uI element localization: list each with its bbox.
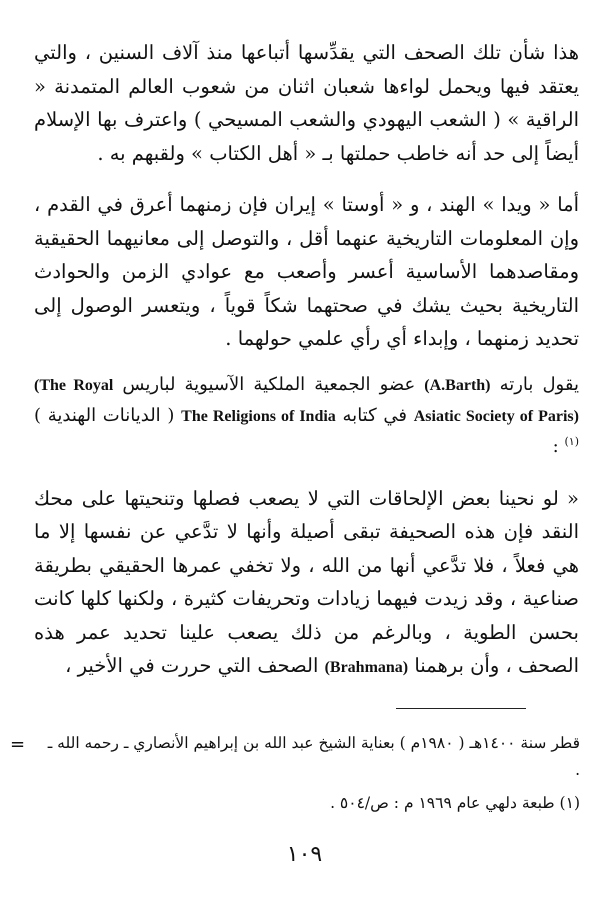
- barth-intro: يقول بارته: [499, 373, 579, 395]
- footnote-continuation-marker: =: [10, 734, 26, 755]
- paragraph-4-quote: [34, 482, 579, 685]
- book-intro: في كتابه: [342, 404, 408, 426]
- barth-latin-name: (A.Barth): [424, 376, 491, 394]
- society-latin-name: (The Royal Asiatic Society of Paris): [34, 376, 579, 425]
- paragraph-3: [34, 370, 579, 462]
- book-latin-title: The Religions of India: [181, 407, 336, 425]
- paragraph-2: أما « ويدا » الهند ، و « أوستا » إيران فإن زمنهما أعرق في القدم ، وإن المعلومات التاريخية عنهما أقل ، والتوصل إلى معانيهما الحقيقية ومقاصدهما الأساسية أعسر وأصعب مع عوادي الزمن والحوادث التاريخية بحيث يشك في صحتهما شكاً قوياً ، ويتعسر الوصول إلى تحديد زمنهما ، وإبداء أي رأي علمي حولهما .: [34, 193, 579, 350]
- society-label: عضو الجمعية الملكية الآسيوية لباريس: [122, 373, 416, 395]
- quote-body: « لو نحينا بعض الإلحاقات التي لا يصعب فصلها وتنحيتها على محك النقد فإن هذه الصحيفة تبقى أصيلة وأنها لا تدَّعي عن نفسها إلا ما هي فعلاً ، فلا تدَّعي أنها من الله ، ولا تخفي عمرها الحقيقي بطريقة صناعية ، وقد زيدت فيهما زيادات وتحريفات كثيرة ، ولكنها كلها كانت بحسن الطوية ، وبالرغم من ذلك يصعب علينا تحديد عمر هذه الصحف ، وأن برهمنا: [34, 486, 579, 677]
- footnote-ref-1: (١): [564, 434, 579, 448]
- book-arabic-title: ( الديانات الهندية ): [34, 404, 175, 426]
- brahmana-latin: (Brahmana): [324, 659, 409, 676]
- colon: :: [552, 435, 559, 457]
- paragraph-1: هذا شأن تلك الصحف التي يقدِّسها أتباعها منذ آلاف السنين ، والتي يعتقد فيها ويحمل لواءها شعبان اثنان من شعوب العالم المتمدنة « الراقية » ( الشعب اليهودي والشعب المسيحي ) واعترف بها الإسلام أيضاً إلى حد أنه خاطب حملتها بـ « أهل الكتاب » ولقبهم به .: [34, 41, 579, 165]
- quote-tail: الصحف التي حررت في الأخير ،: [65, 654, 319, 677]
- footnotes: [40, 730, 580, 817]
- footnote-continuation: قطر سنة ١٤٠٠هـ ( ١٩٨٠م ) بعناية الشيخ عبد الله بن إبراهيم الأنصاري ـ رحمه الله ـ .: [47, 734, 580, 779]
- footnote-1: (١) طبعة دلهي عام ١٩٦٩ م : ص/٥٠٤ .: [330, 794, 580, 812]
- page-body: [34, 30, 579, 685]
- page-number: ١٠٩: [286, 842, 323, 867]
- footnote-divider: [396, 708, 526, 709]
